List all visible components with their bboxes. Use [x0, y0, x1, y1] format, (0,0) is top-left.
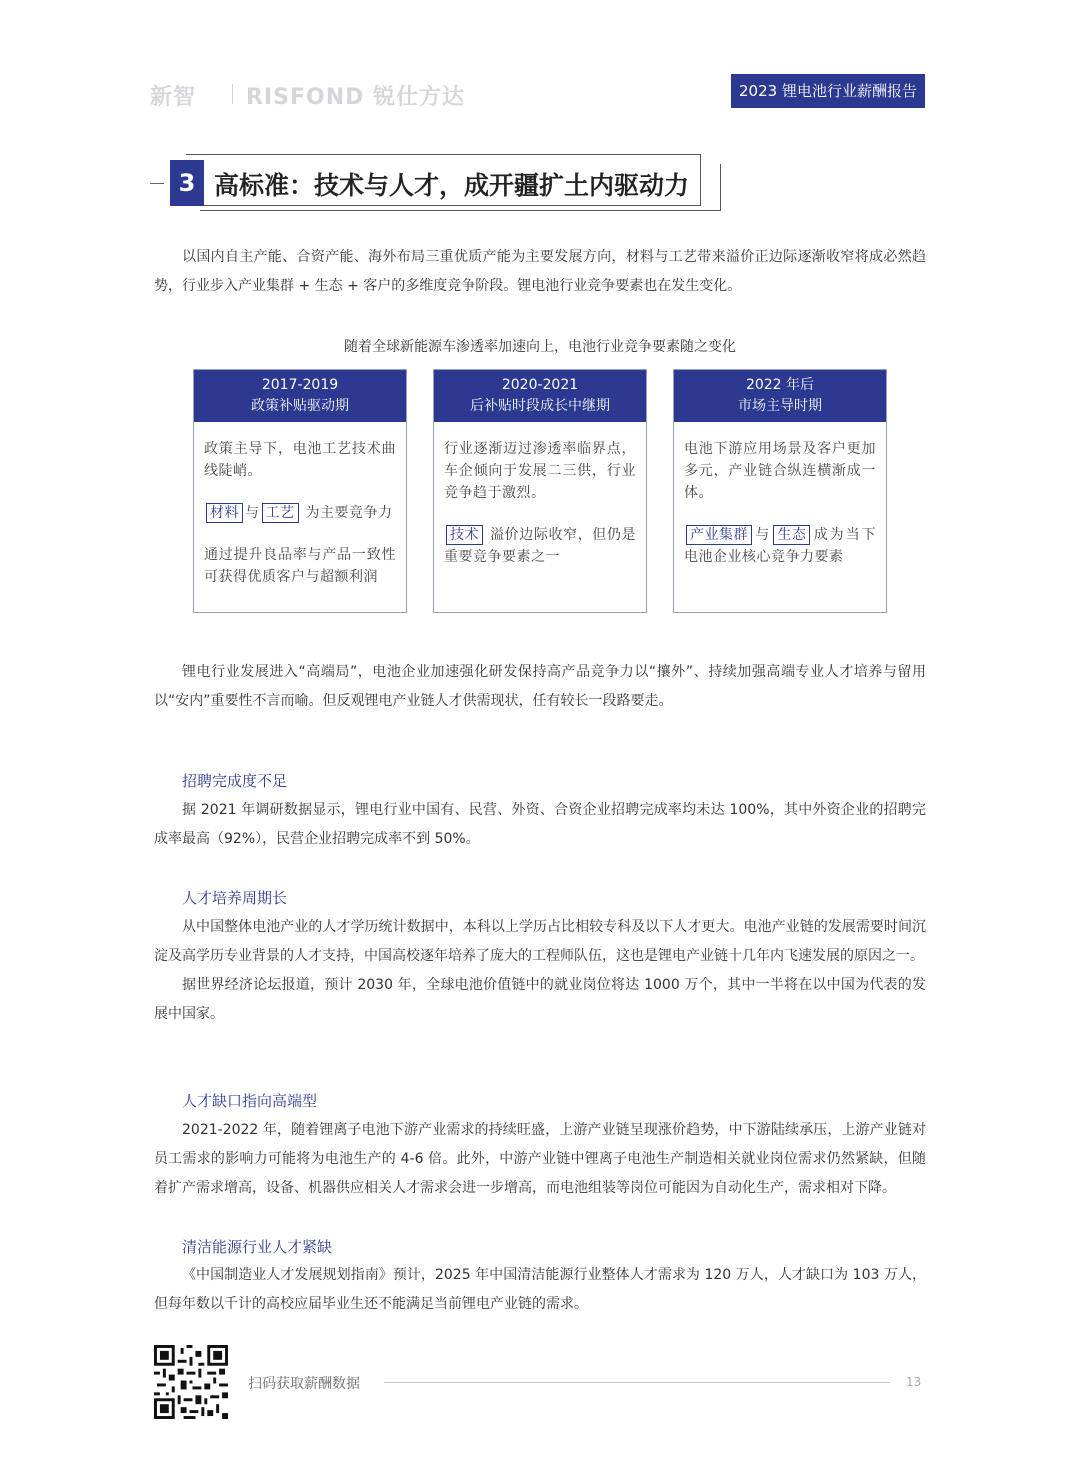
- subsection-body: [154, 1261, 926, 1319]
- subsection-heading: 人才缺口指向高端型: [182, 1092, 318, 1110]
- stage-card-body: [674, 422, 886, 568]
- stage-desc: 电池下游应用场景及客户更加多元，产业链合纵连横渐成一体。: [684, 441, 876, 501]
- intro-text: 以国内自主产能、合资产能、海外布局三重优质产能为主要发展方向，材料与工艺带来溢价正边际逐渐收窄将成必然趋势，行业步入产业集群 + 生态 + 客户的多维度竞争阶段。锂电池行业竞争要素也在发生变化。: [154, 249, 926, 294]
- subsection-text: 据世界经济论坛报道，预计 2030 年，全球电池价值链中的就业岗位将达 1000 万个，其中一半将在以中国为代表的发展中国家。: [154, 977, 926, 1022]
- subsection-heading: 招聘完成度不足: [182, 772, 288, 790]
- factor-tag: 产业集群: [686, 525, 752, 545]
- factor-text: 成为当下电池企业核心竞争力要素: [684, 527, 877, 565]
- factor-text: 为主要竞争力: [305, 505, 393, 521]
- stage-card-header: [674, 370, 886, 422]
- factor-tag: 材料: [206, 503, 243, 523]
- stage-period: 2022 年后: [745, 377, 815, 393]
- footer-divider: [384, 1382, 890, 1383]
- subsection-text: 2021-2022 年，随着锂离子电池下游产业需求的持续旺盛，上游产业链呈现涨价趋势，中下游陆续承压，上游产业链对员工需求的影响力可能将为电池生产的 4-6 倍。此外，中游产业链中锂离子电池生产制造相关就业岗位需求仍然紧缺，但随着扩产需求增高，设备、机器供应相关人才需求会进一步增高，而电池组装等岗位可能因为自动化生产，需求相对下降。: [154, 1122, 926, 1196]
- subsection-text: 《中国制造业人才发展规划指南》预计，2025 年中国清洁能源行业整体人才需求为 120 万人，人才缺口为 103 万人，但每年数以千计的高校应届毕业生还不能满足当前锂电产业链的需求。: [154, 1267, 926, 1312]
- logo-xinzhi: 新智: [150, 85, 197, 110]
- section-lead-line: [150, 183, 164, 184]
- stage-note: 通过提升良品率与产品一致性可获得优质客户与超额利润: [204, 547, 396, 585]
- stage-factors: [204, 502, 396, 524]
- stage-card-2: [433, 369, 647, 613]
- page-number: 13: [906, 1375, 922, 1389]
- intro-paragraph: [154, 243, 926, 301]
- qr-code-icon[interactable]: [154, 1345, 228, 1419]
- subsection-body: [154, 796, 926, 854]
- section-title: 高标准：技术与人才，成开疆扩土内驱动力: [214, 171, 690, 200]
- report-title-badge: 2023 锂电池行业薪酬报告: [731, 74, 925, 108]
- stage-card-body: [194, 422, 406, 588]
- stage-desc: 政策主导下，电池工艺技术曲线陡峭。: [204, 441, 396, 479]
- stage-card-3: [673, 369, 887, 613]
- stage-name: 市场主导时期: [738, 398, 822, 414]
- factor-text: 溢价边际收窄，但仍是重要竞争要素之一: [444, 527, 637, 565]
- factor-connector: 与: [245, 505, 260, 521]
- stage-period: 2020-2021: [501, 377, 579, 393]
- stage-name: 政策补贴驱动期: [251, 398, 349, 414]
- subsection-text: 据 2021 年调研数据显示，锂电行业中国有、民营、外资、合资企业招聘完成率均未达 100%，其中外资企业的招聘完成率最高（92%），民营企业招聘完成率不到 50%。: [154, 802, 926, 847]
- summary-paragraph: [154, 658, 926, 716]
- factor-connector: 与: [754, 527, 772, 543]
- factor-tag: 生态: [773, 525, 810, 545]
- section-number: 3: [170, 160, 204, 206]
- summary-text: 锂电行业发展进入“高端局”，电池企业加速强化研发保持高产品竞争力以“攘外”、持续加强高端专业人才培养与留用以“安内”重要性不言而喻。但反观锂电产业链人才供需现状，任有较长一段路要走。: [154, 664, 926, 709]
- stage-card-header: [194, 370, 406, 422]
- stage-factors: [444, 524, 636, 568]
- subsection-body: [154, 1116, 926, 1203]
- stage-name: 后补贴时段成长中继期: [470, 398, 610, 414]
- stage-factors: [684, 524, 876, 568]
- factor-tag: 技术: [446, 525, 483, 545]
- logo-divider: [232, 84, 233, 104]
- qr-caption: 扫码获取薪酬数据: [248, 1376, 360, 1392]
- subsection-heading: 人才培养周期长: [182, 889, 288, 907]
- stage-period: 2017-2019: [261, 377, 339, 393]
- logo-risfond: RISFOND 锐仕方达: [246, 85, 466, 110]
- subsection-heading: 清洁能源行业人才紧缺: [182, 1238, 333, 1256]
- stage-desc: 行业逐渐迈过渗透率临界点，车企倾向于发展二三供，行业竞争趋于激烈。: [444, 441, 636, 501]
- diagram-title: 随着全球新能源车渗透率加速向上，电池行业竞争要素随之变化: [344, 339, 736, 355]
- subsection-text: 从中国整体电池产业的人才学历统计数据中，本科以上学历占比相较专科及以下人才更大。电池产业链的发展需要时间沉淀及高学历专业背景的人才支持，中国高校逐年培养了庞大的工程师队伍，这也是锂电产业链十几年内飞速发展的原因之一。: [154, 919, 926, 964]
- stage-card-body: [434, 422, 646, 568]
- stage-card-header: [434, 370, 646, 422]
- stage-card-1: [193, 369, 407, 613]
- factor-tag: 工艺: [262, 503, 299, 523]
- subsection-body: [154, 913, 926, 1029]
